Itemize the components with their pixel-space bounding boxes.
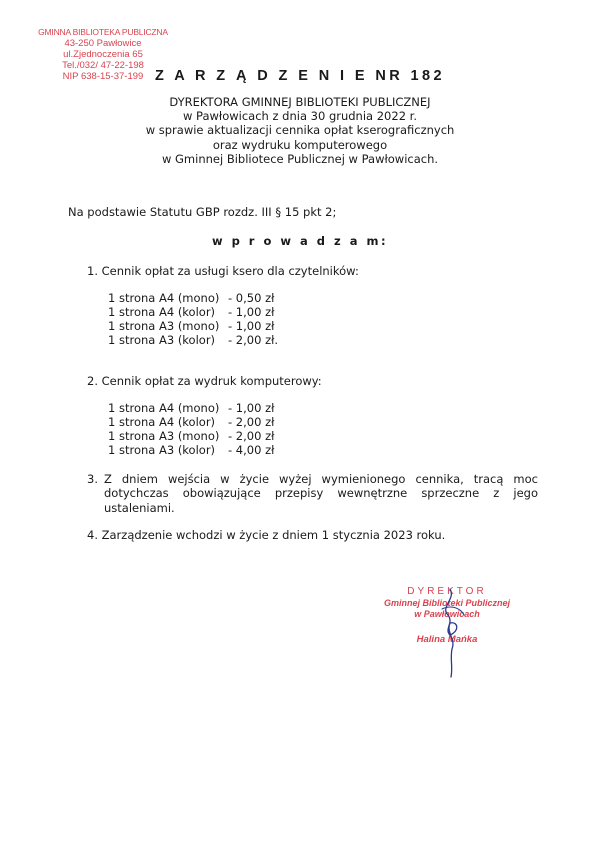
subtitle-line: w Pawłowicach z dnia 30 grudnia 2022 r. — [183, 109, 417, 124]
stamp-line: 43-250 Pawłowice — [64, 38, 142, 49]
price-value: - 0,50 zł — [228, 291, 275, 305]
section-1-heading: 1. Cennik opłat za usługi ksero dla czytelników: — [87, 264, 359, 278]
price-row — [108, 291, 274, 305]
price-row — [108, 401, 274, 415]
section-4-heading: 4. Zarządzenie wchodzi w życie z dniem 1 stycznia 2023 roku. — [87, 528, 446, 542]
price-value: - 2,00 zł — [228, 429, 275, 443]
subtitle-line: w Gminnej Bibliotece Publicznej w Pawłowicach. — [161, 151, 439, 166]
price-label: 1 strona A4 (mono) — [108, 401, 220, 415]
price-label: 1 strona A4 (kolor) — [108, 305, 216, 319]
signature-name: Halina Mańka — [416, 634, 478, 645]
subtitle-line: w sprawie aktualizacji cennika opłat kserograficznych — [145, 123, 455, 138]
price-value: - 2,00 zł — [228, 415, 275, 429]
price-label: 1 strona A3 (mono) — [108, 319, 220, 333]
document-subtitle — [0, 95, 600, 166]
price-row — [108, 443, 274, 457]
signature-institution: w Pawłowicach — [414, 609, 480, 619]
legal-basis: Na podstawie Statutu GBP rozdz. III § 15 pkt 2; — [68, 205, 337, 219]
section-3-number: 3. — [87, 472, 98, 486]
section-3-text: Z dniem wejścia w życie wyżej wymienionego cennika, tracą moc dotychczas obowiązujące przepisy wewnętrzne sprzeczne z jego ustaleniami. — [104, 472, 538, 515]
price-label: 1 strona A4 (mono) — [108, 291, 220, 305]
stamp-line: Tel./032/ 47-22-198 — [62, 60, 144, 71]
document-title: Z A R Z Ą D Z E N I E NR 182 — [155, 68, 445, 84]
handwritten-signature-icon — [420, 585, 490, 680]
price-value: - 1,00 zł — [228, 401, 275, 415]
price-row — [108, 415, 274, 429]
price-value: - 4,00 zł — [228, 443, 275, 457]
subtitle-line: oraz wydruku komputerowego — [212, 137, 388, 152]
price-row — [108, 305, 274, 319]
subtitle-line: DYREKTORA GMINNEJ BIBLIOTEKI PUBLICZNEJ — [169, 95, 431, 109]
price-label: 1 strona A3 (mono) — [108, 429, 220, 443]
price-value: - 2,00 zł. — [228, 333, 279, 347]
price-label: 1 strona A3 (kolor) — [108, 333, 216, 347]
price-value: - 1,00 zł — [228, 319, 275, 333]
price-row — [108, 333, 278, 347]
signature-institution: Gminnej Biblioteki Publicznej — [383, 598, 511, 608]
stamp-line: GMINNA BIBLIOTEKA PUBLICZNA — [38, 27, 168, 37]
price-label: 1 strona A3 (kolor) — [108, 443, 216, 457]
price-row — [108, 319, 274, 333]
stamp-line: ul.Zjednoczenia 65 — [63, 49, 143, 60]
stamp-line: NIP 638-15-37-199 — [62, 71, 144, 82]
signature-role: DYREKTOR — [407, 586, 487, 597]
price-value: - 1,00 zł — [228, 305, 275, 319]
price-row — [108, 429, 274, 443]
section-2-heading: 2. Cennik opłat za wydruk komputerowy: — [87, 374, 322, 388]
price-label: 1 strona A4 (kolor) — [108, 415, 216, 429]
enactment-word: w p r o w a d z a m: — [211, 234, 389, 248]
